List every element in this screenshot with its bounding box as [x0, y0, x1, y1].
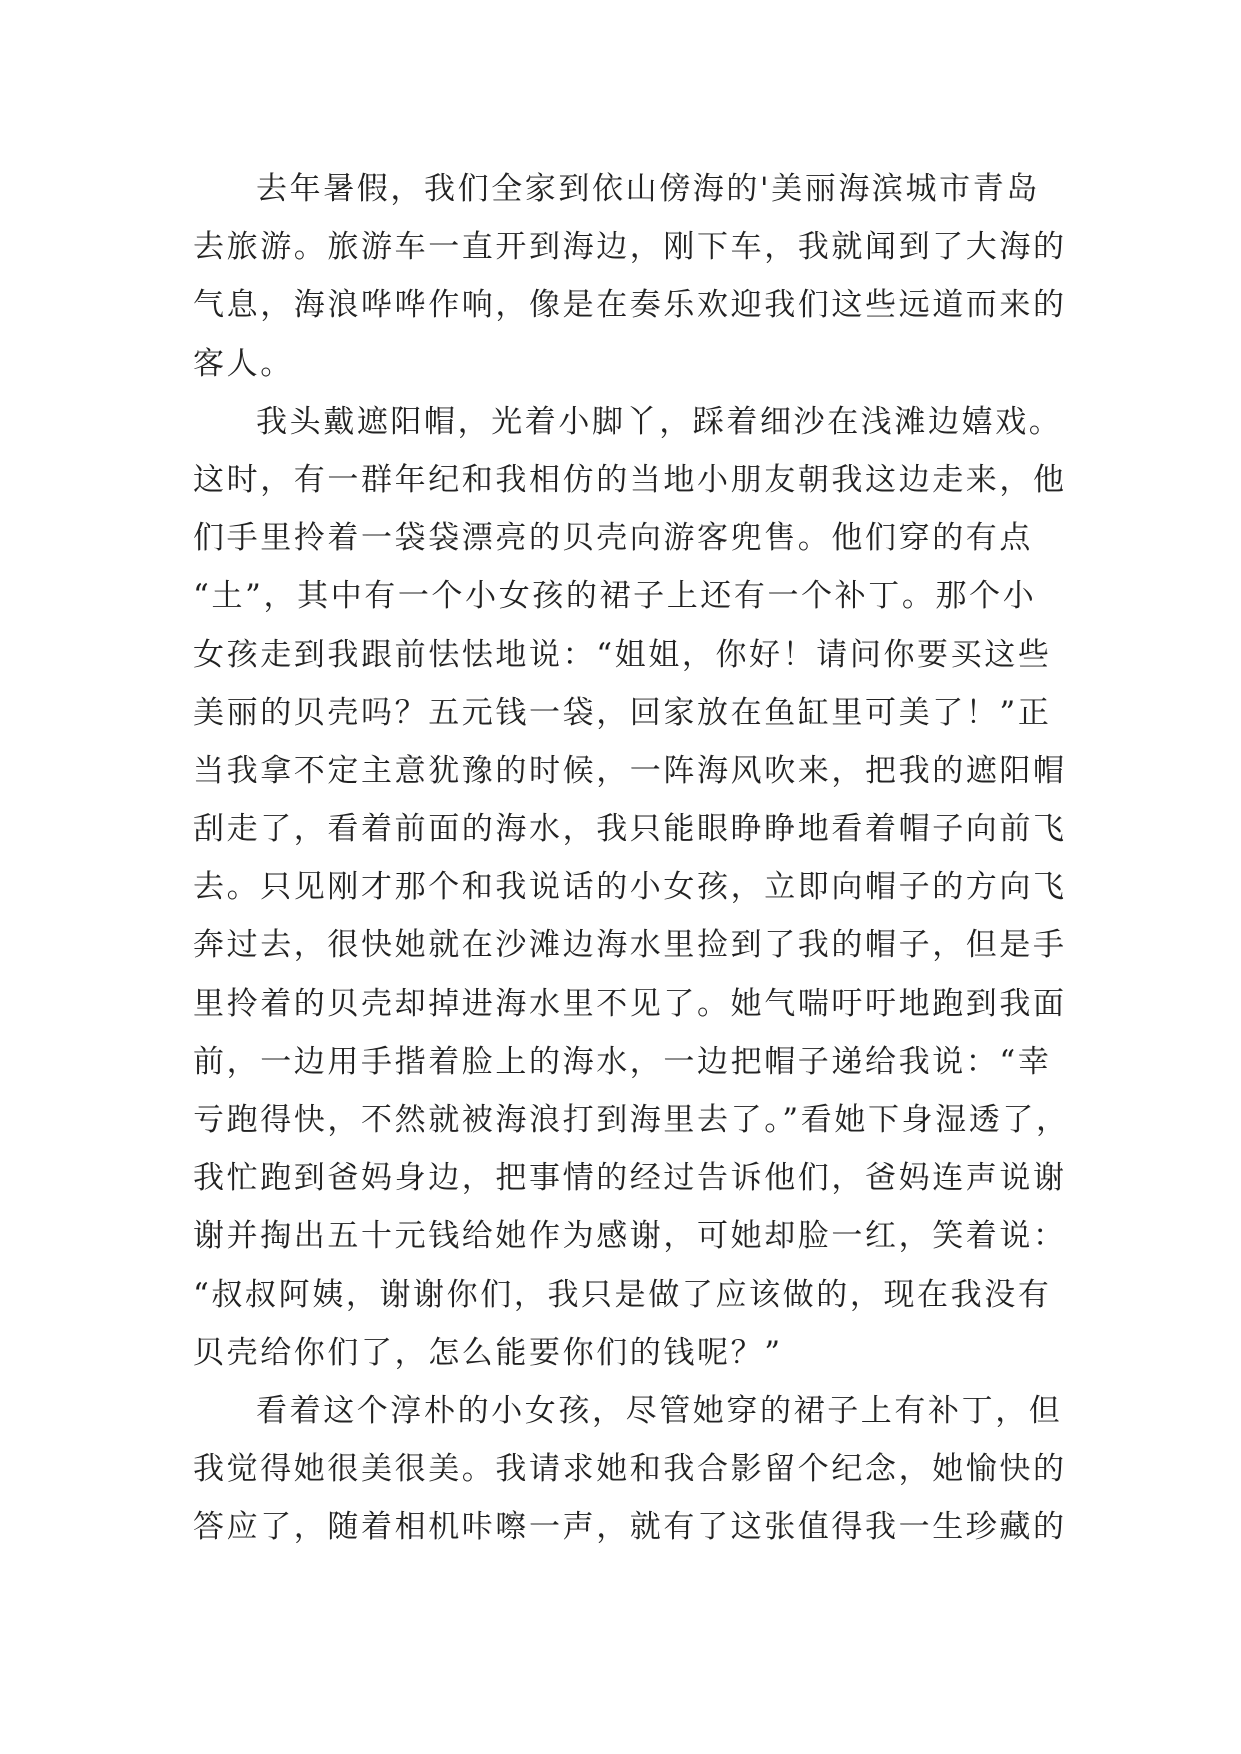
text-line: 里拎着的贝壳却掉进海水里不见了。她气喘吁吁地跑到我面 [193, 985, 1067, 1022]
text-line: 这时，有一群年纪和我相仿的当地小朋友朝我这边走来，他 [193, 461, 1067, 498]
text-line: 客人。 [193, 345, 294, 382]
text-line: 贝壳给你们了，怎么能要你们的钱呢？” [193, 1334, 783, 1371]
text-line: 去。只见刚才那个和我说话的小女孩，立即向帽子的方向飞 [193, 869, 1067, 906]
text-line: 我觉得她很美很美。我请求她和我合影留个纪念，她愉快的 [193, 1451, 1067, 1488]
text-line: 答应了，随着相机咔嚓一声，就有了这张值得我一生珍藏的 [193, 1509, 1067, 1546]
essay-body [193, 160, 1073, 1557]
text-line: 美丽的贝壳吗？五元钱一袋，回家放在鱼缸里可美了！”正 [193, 694, 1052, 731]
text-line: 前，一边用手揩着脸上的海水，一边把帽子递给我说：“幸 [193, 1043, 1052, 1080]
text-line: 亏跑得快，不然就被海浪打到海里去了。”看她下身湿透了， [193, 1102, 1070, 1138]
paragraph-1 [193, 160, 1073, 393]
text-line: 我头戴遮阳帽，光着小脚丫，踩着细沙在浅滩边嬉戏。 [256, 403, 1063, 440]
paragraph-2 [193, 393, 1073, 1382]
text-line: 看着这个淳朴的小女孩，尽管她穿的裙子上有补丁，但 [256, 1392, 1063, 1429]
text-line: 们手里拎着一袋袋漂亮的贝壳向游客兜售。他们穿的有点 [193, 520, 1033, 557]
text-line: “土”，其中有一个小女孩的裙子上还有一个补丁。那个小 [193, 578, 1037, 615]
text-line: 女孩走到我跟前怯怯地说：“姐姐，你好！请问你要买这些 [193, 636, 1052, 673]
text-line: 谢并掏出五十元钱给她作为感谢，可她却脸一红，笑着说： [193, 1218, 1067, 1255]
text-line: 去旅游。旅游车一直开到海边，刚下车，我就闻到了大海的 [193, 229, 1067, 266]
text-line: 奔过去，很快她就在沙滩边海水里捡到了我的帽子，但是手 [193, 927, 1067, 964]
text-line: 气息，海浪哗哗作响，像是在奏乐欢迎我们这些远道而来的 [193, 287, 1067, 324]
paragraph-3 [193, 1382, 1073, 1557]
text-line: “叔叔阿姨，谢谢你们，我只是做了应该做的，现在我没有 [193, 1276, 1052, 1313]
text-line: 去年暑假，我们全家到依山傍海的'美丽海滨城市青岛 [256, 171, 1040, 207]
text-line: 刮走了，看着前面的海水，我只能眼睁睁地看着帽子向前飞 [193, 811, 1067, 848]
text-line: 当我拿不定主意犹豫的时候，一阵海风吹来，把我的遮阳帽 [193, 752, 1067, 789]
text-line: 我忙跑到爸妈身边，把事情的经过告诉他们，爸妈连声说谢 [193, 1160, 1067, 1197]
